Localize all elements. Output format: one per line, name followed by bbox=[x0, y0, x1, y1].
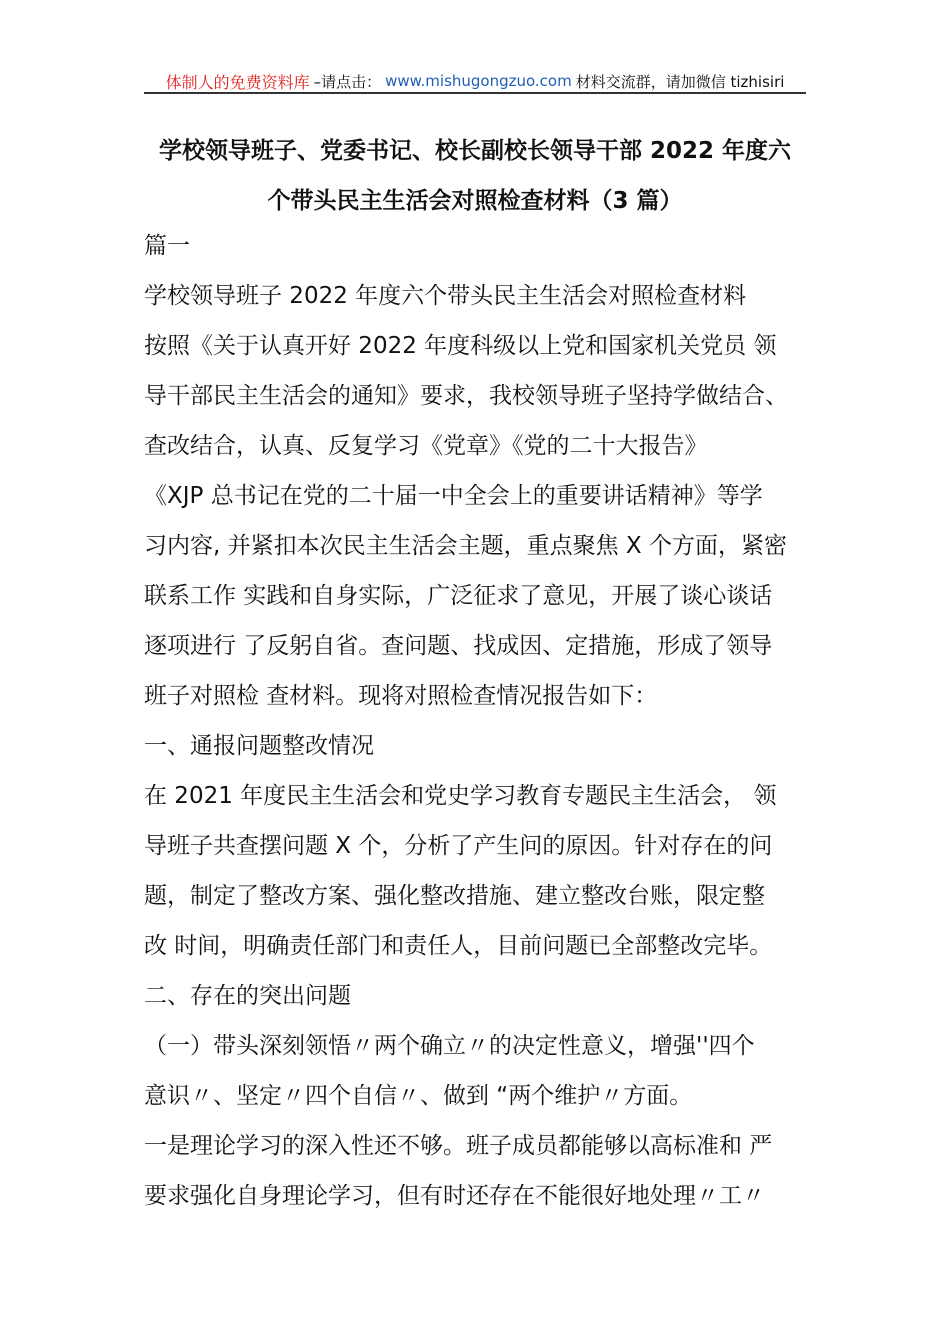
text-line: 一是理论学习的深入性还不够。班子成员都能够以高标准和 严 bbox=[144, 1133, 773, 1159]
text-line: 在 2021 年度民主生活会和党史学习教育专题民主生活会， 领 bbox=[144, 783, 777, 809]
contact-text: 材料交流群，请加微信 tizhisiri bbox=[575, 72, 785, 91]
document-body bbox=[144, 228, 824, 1228]
text-line: 一、通报问题整改情况 bbox=[144, 733, 374, 759]
text-line: 题，制定了整改方案、强化整改措施、建立整改台账，限定整 bbox=[144, 883, 765, 909]
text-line: 导干部民主生活会的通知》要求，我校领导班子坚持学做结合、 bbox=[144, 383, 788, 409]
document-title-line-2: 个带头民主生活会对照检查材料（3 篇） bbox=[267, 188, 683, 214]
text-line: 联系工作 实践和自身实际，广泛征求了意见，开展了谈心谈话 bbox=[144, 583, 773, 609]
text-line: 改 时间，明确责任部门和责任人，目前问题已全部整改完毕。 bbox=[144, 933, 773, 959]
text-line: 习内容, 并紧扣本次民主生活会主题，重点聚焦 X 个方面，紧密 bbox=[144, 533, 788, 559]
brand-text: 体制人的免费资料库 bbox=[165, 72, 310, 92]
text-line: 导班子共查摆问题 X 个，分析了产生问的原因。针对存在的问 bbox=[144, 833, 773, 859]
text-line: 意识〃、坚定〃四个自信〃、做到 “两个维护〃方面。 bbox=[144, 1083, 693, 1109]
text-line: 二、存在的突出问题 bbox=[144, 983, 351, 1009]
text-line: 查改结合，认真、反复学习《党章》《党的二十大报告》 bbox=[144, 433, 708, 459]
text-line: 篇一 bbox=[144, 233, 190, 259]
document-title-line-1: 学校领导班子、党委书记、校长副校长领导干部 2022 年度六 bbox=[158, 138, 792, 164]
text-line: 学校领导班子 2022 年度六个带头民主生活会对照检查材料 bbox=[144, 283, 747, 309]
text-line: 逐项进行 了反躬自省。查问题、找成因、定措施，形成了领导 bbox=[144, 633, 773, 659]
prompt-text: –请点击： bbox=[313, 72, 382, 91]
text-line: 要求强化自身理论学习，但有时还存在不能很好地处理〃工〃 bbox=[144, 1183, 765, 1209]
text-line: （一）带头深刻领悟〃两个确立〃的决定性意义，增强''四个 bbox=[144, 1033, 755, 1059]
text-line: 班子对照检 查材料。现将对照检查情况报告如下： bbox=[144, 683, 658, 709]
text-line: 《XJP 总书记在党的二十届一中全会上的重要讲话精神》等学 bbox=[144, 483, 763, 509]
text-line: 按照《关于认真开好 2022 年度科级以上党和国家机关党员 领 bbox=[144, 333, 777, 359]
website-link[interactable]: www.mishugongzuo.com bbox=[385, 72, 572, 90]
site-header bbox=[144, 70, 806, 94]
